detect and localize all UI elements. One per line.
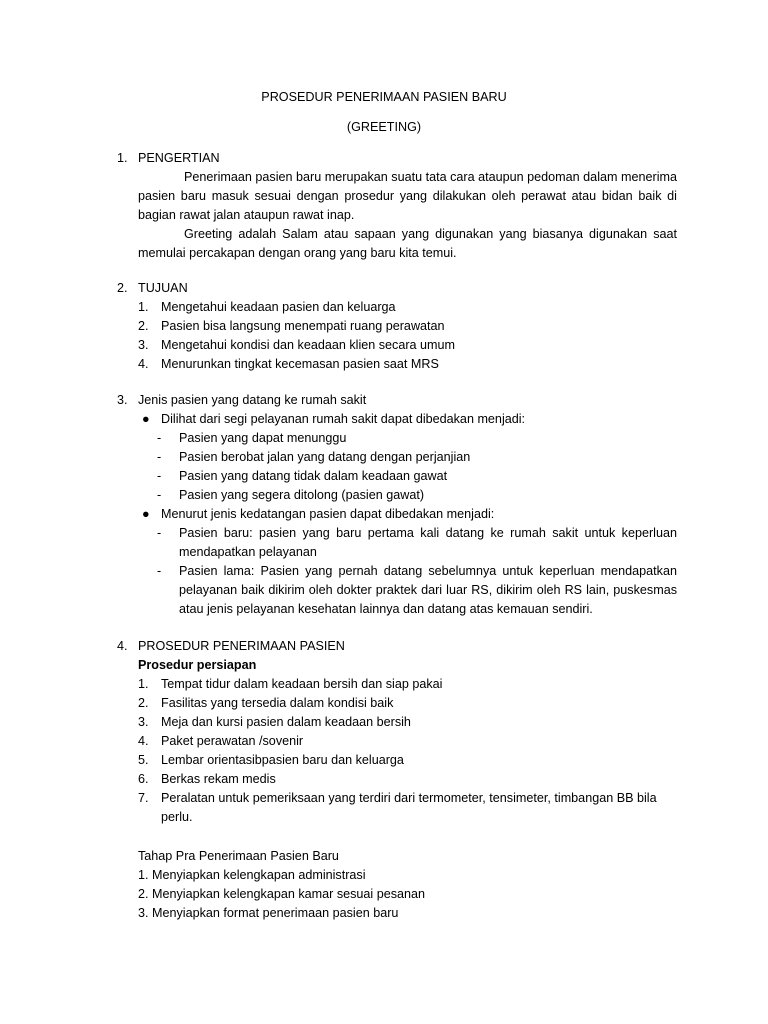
dash-icon: - [157,526,162,540]
list-number: 3. [138,715,149,729]
section-heading [117,149,677,168]
list-number: 5. [138,753,149,767]
dash-text: Pasien baru: pasien yang baru pertama kali datang ke rumah sakit untuk keperluan mendapatkan pelayanan [179,526,677,559]
section-heading [117,391,677,410]
list-text: Mengetahui kondisi dan keadaan klien secara umum [161,338,456,352]
list-number: 1. [138,677,149,691]
section-heading [117,637,677,656]
document-subtitle: (GREETING) [346,120,422,134]
list-item [138,789,677,827]
list-item [138,317,677,336]
section-heading-text: PROSEDUR PENERIMAAN PASIEN [138,639,345,653]
list-number: 1. [138,300,149,314]
dash-item [138,486,677,505]
section-heading [117,279,677,298]
list-text: Fasilitas yang tersedia dalam kondisi baik [161,696,394,710]
list-number: 2. [138,696,149,710]
list-item [138,694,677,713]
bullet-item [138,505,677,524]
list-item [138,713,677,732]
list-item [138,751,677,770]
list-item [138,336,677,355]
bullet-list [138,410,677,619]
dash-icon: - [157,488,162,502]
section-tujuan [117,279,677,374]
list-number: 4. [138,734,149,748]
paragraph-greeting: Greeting adalah Salam atau sapaan yang digunakan yang biasanya digunakan saat memulai percakapan dengan orang yang baru kita temui. [138,227,677,260]
list-item [138,298,677,317]
list-text: Meja dan kursi pasien dalam keadaan bersih [161,715,411,729]
dash-icon: - [157,469,162,483]
bullet-icon: ● [142,412,150,426]
dash-text: Pasien yang datang tidak dalam keadaan gawat [179,469,448,483]
pre-admission-item: 2. Menyiapkan kelengkapan kamar sesuai pesanan [138,887,426,901]
list-text: Tempat tidur dalam keadaan bersih dan siap pakai [161,677,443,691]
spacer [117,827,677,847]
section-number: 2. [117,281,128,295]
section-heading-text: PENGERTIAN [138,151,220,165]
dash-item [138,524,677,562]
list-number: 3. [138,338,149,352]
list-text: Paket perawatan /sovenir [161,734,304,748]
bullet-text: Menurut jenis kedatangan pasien dapat dibedakan menjadi: [161,507,495,521]
section-heading-text: Jenis pasien yang datang ke rumah sakit [138,393,367,407]
list-text: Peralatan untuk pemeriksaan yang terdiri dari termometer, tensimeter, timbangan BB bila perlu. [161,791,657,824]
section-prosedur [117,637,677,923]
pre-admission-item: 3. Menyiapkan format penerimaan pasien baru [138,906,399,920]
dash-icon: - [157,431,162,445]
list-number: 2. [138,319,149,333]
section-pengertian [117,149,677,263]
section-number: 1. [117,151,128,165]
list-text: Pasien bisa langsung menempati ruang perawatan [161,319,445,333]
list-text: Lembar orientasibpasien baru dan keluarga [161,753,404,767]
section-jenis-pasien [117,391,677,619]
list-number: 6. [138,772,149,786]
list-number: 7. [138,791,149,805]
list-item [138,732,677,751]
list-text: Berkas rekam medis [161,772,276,786]
dash-icon: - [157,450,162,464]
dash-item [138,467,677,486]
subheading-tahap-pra-penerimaan: Tahap Pra Penerimaan Pasien Baru [138,849,339,863]
dash-item [138,448,677,467]
list-number: 4. [138,357,149,371]
dash-text: Pasien yang segera ditolong (pasien gawat) [179,488,425,502]
numbered-list [138,298,677,374]
dash-text: Pasien lama: Pasien yang pernah datang sebelumnya untuk keperluan mendapatkan pelayanan baik dikirim oleh dokter praktek dari luar RS, dikirim oleh RS lain, puskesmas atau jenis pelayanan kesehatan lainnya dan datang atas kemauan sendiri. [179,564,677,616]
subheading-prosedur-persiapan: Prosedur persiapan [138,658,257,672]
bullet-text: Dilihat dari segi pelayanan rumah sakit dapat dibedakan menjadi: [161,412,526,426]
dash-text: Pasien yang dapat menunggu [179,431,347,445]
list-item [138,675,677,694]
dash-icon: - [157,564,162,578]
paragraph-definition: Penerimaan pasien baru merupakan suatu tata cara ataupun pedoman dalam menerima pasien baru masuk sesuai dengan prosedur yang dilakukan oleh perawat atau bidan baik di bagian rawat jalan ataupun rawat inap. [138,170,677,222]
dash-text: Pasien berobat jalan yang datang dengan perjanjian [179,450,471,464]
list-item [138,770,677,789]
list-item [138,355,677,374]
section-number: 4. [117,639,128,653]
bullet-item [138,410,677,429]
list-text: Mengetahui keadaan pasien dan keluarga [161,300,396,314]
document-title: PROSEDUR PENERIMAAN PASIEN BARU [261,90,507,104]
section-number: 3. [117,393,128,407]
pre-admission-item: 1. Menyiapkan kelengkapan administrasi [138,868,366,882]
section-heading-text: TUJUAN [138,281,188,295]
dash-item [138,429,677,448]
bullet-icon: ● [142,507,150,521]
list-text: Menurunkan tingkat kecemasan pasien saat MRS [161,357,439,371]
numbered-list [138,675,677,827]
dash-item [138,562,677,619]
